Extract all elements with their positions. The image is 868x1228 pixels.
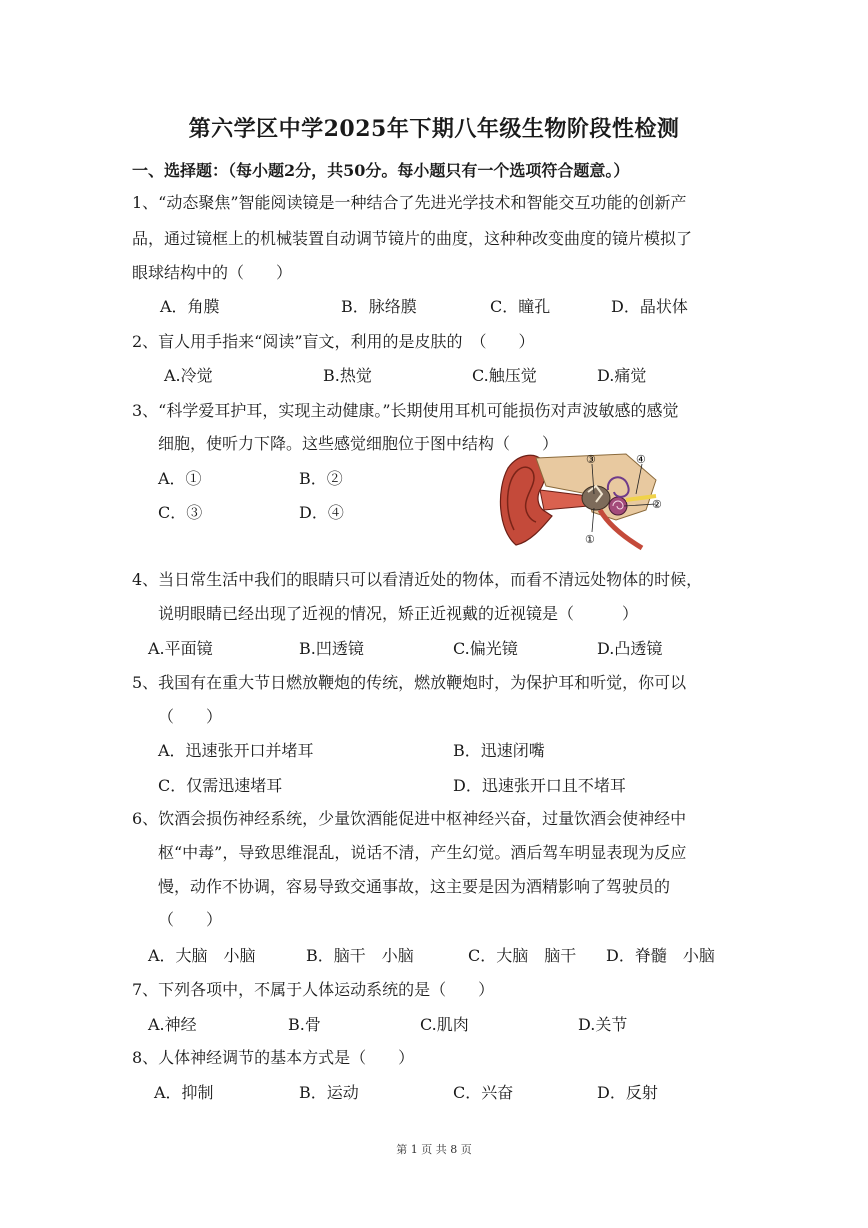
- q8-option-a: A．抑制: [154, 1083, 214, 1102]
- page-footer: 第 1 页 共 8 页: [396, 1143, 472, 1156]
- q1-option-d: D．晶状体: [611, 297, 688, 316]
- page-title: 第六学区中学2025年下期八年级生物阶段性检测: [188, 116, 680, 142]
- question-1-line-3: 眼球结构中的（ ）: [132, 263, 293, 282]
- q4-option-d: D.凸透镜: [597, 639, 663, 658]
- q5-option-a: A．迅速张开口并堵耳: [158, 741, 314, 760]
- q2-option-c: C.触压觉: [472, 366, 537, 385]
- middle-ear-cavity: [582, 486, 610, 510]
- q7-option-c: C.肌肉: [420, 1015, 469, 1034]
- question-6-line-1: 6、饮酒会损伤神经系统，少量饮酒能促进中枢神经兴奋，过量饮酒会使神经中: [132, 809, 687, 828]
- q1-option-b: B．脉络膜: [341, 297, 417, 316]
- q3-option-b: B．②: [299, 469, 343, 488]
- question-6-line-4: （ ）: [158, 910, 223, 929]
- q8-option-d: D．反射: [597, 1083, 658, 1102]
- question-5-line-2: （ ）: [158, 707, 223, 726]
- q3-option-c: C．③: [158, 503, 203, 522]
- q3-option-d: D．④: [299, 503, 344, 522]
- q4-option-a: A.平面镜: [148, 639, 213, 658]
- figure-label-4: ④: [636, 453, 646, 466]
- figure-label-1: ①: [585, 533, 595, 546]
- question-1-line-1: 1、“动态聚焦”智能阅读镜是一种结合了先进光学技术和智能交互功能的创新产: [132, 193, 687, 212]
- q7-option-b: B.骨: [288, 1015, 321, 1034]
- q2-option-a: A.冷觉: [164, 366, 213, 385]
- q5-option-c: C．仅需迅速堵耳: [158, 776, 283, 795]
- q4-option-c: C.偏光镜: [453, 639, 518, 658]
- q6-option-c: C．大脑 脑干: [468, 946, 577, 965]
- q1-option-a: A．角膜: [160, 297, 220, 316]
- figure-label-2: ②: [652, 498, 662, 511]
- question-3-line-1: 3、“科学爱耳护耳，实现主动健康。”长期使用耳机可能损伤对声波敏感的感觉: [132, 401, 679, 420]
- q6-option-d: D．脊髓 小脑: [606, 946, 715, 965]
- q7-option-a: A.神经: [148, 1015, 197, 1034]
- ear-structure-figure: [496, 450, 666, 552]
- question-4-line-2: 说明眼睛已经出现了近视的情况，矫正近视戴的近视镜是（ ）: [158, 604, 639, 623]
- q7-option-d: D.关节: [578, 1015, 628, 1034]
- question-6-line-3: 慢，动作不协调，容易导致交通事故，这主要是因为酒精影响了驾驶员的: [158, 877, 671, 896]
- question-2-line-1: 2、盲人用手指来“阅读”盲文，利用的是皮肤的 （ ）: [132, 332, 535, 351]
- q2-option-d: D.痛觉: [597, 366, 647, 385]
- q3-option-a: A．①: [158, 469, 202, 488]
- question-1-line-2: 品，通过镜框上的机械装置自动调节镜片的曲度，这种种改变曲度的镜片模拟了: [132, 229, 693, 248]
- q4-option-b: B.凹透镜: [299, 639, 364, 658]
- q8-option-b: B．运动: [299, 1083, 359, 1102]
- q8-option-c: C．兴奋: [453, 1083, 514, 1102]
- q2-option-b: B.热觉: [323, 366, 372, 385]
- q6-option-a: A．大脑 小脑: [148, 946, 256, 965]
- q5-option-d: D．迅速张开口且不堵耳: [453, 776, 626, 795]
- question-7-line-1: 7、下列各项中，不属于人体运动系统的是（ ）: [132, 980, 495, 999]
- question-6-line-2: 枢“中毒”，导致思维混乱，说话不清，产生幻觉。酒后驾车明显表现为反应: [158, 843, 687, 862]
- section-heading: 一、选择题：（每小题2分，共50分。每小题只有一个选项符合题意。）: [132, 161, 630, 180]
- question-8-line-1: 8、人体神经调节的基本方式是（ ）: [132, 1048, 415, 1067]
- q5-option-b: B．迅速闭嘴: [453, 741, 545, 760]
- question-5-line-1: 5、我国有在重大节日燃放鞭炮的传统，燃放鞭炮时，为保护耳和听觉，你可以: [132, 673, 687, 692]
- question-3-line-2: 细胞，使听力下降。这些感觉细胞位于图中结构（ ）: [158, 434, 559, 453]
- q6-option-b: B．脑干 小脑: [306, 946, 414, 965]
- q1-option-c: C．瞳孔: [490, 297, 551, 316]
- figure-label-3: ③: [586, 453, 596, 466]
- question-4-line-1: 4、当日常生活中我们的眼睛只可以看清近处的物体，而看不清远处物体的时候，: [132, 570, 703, 589]
